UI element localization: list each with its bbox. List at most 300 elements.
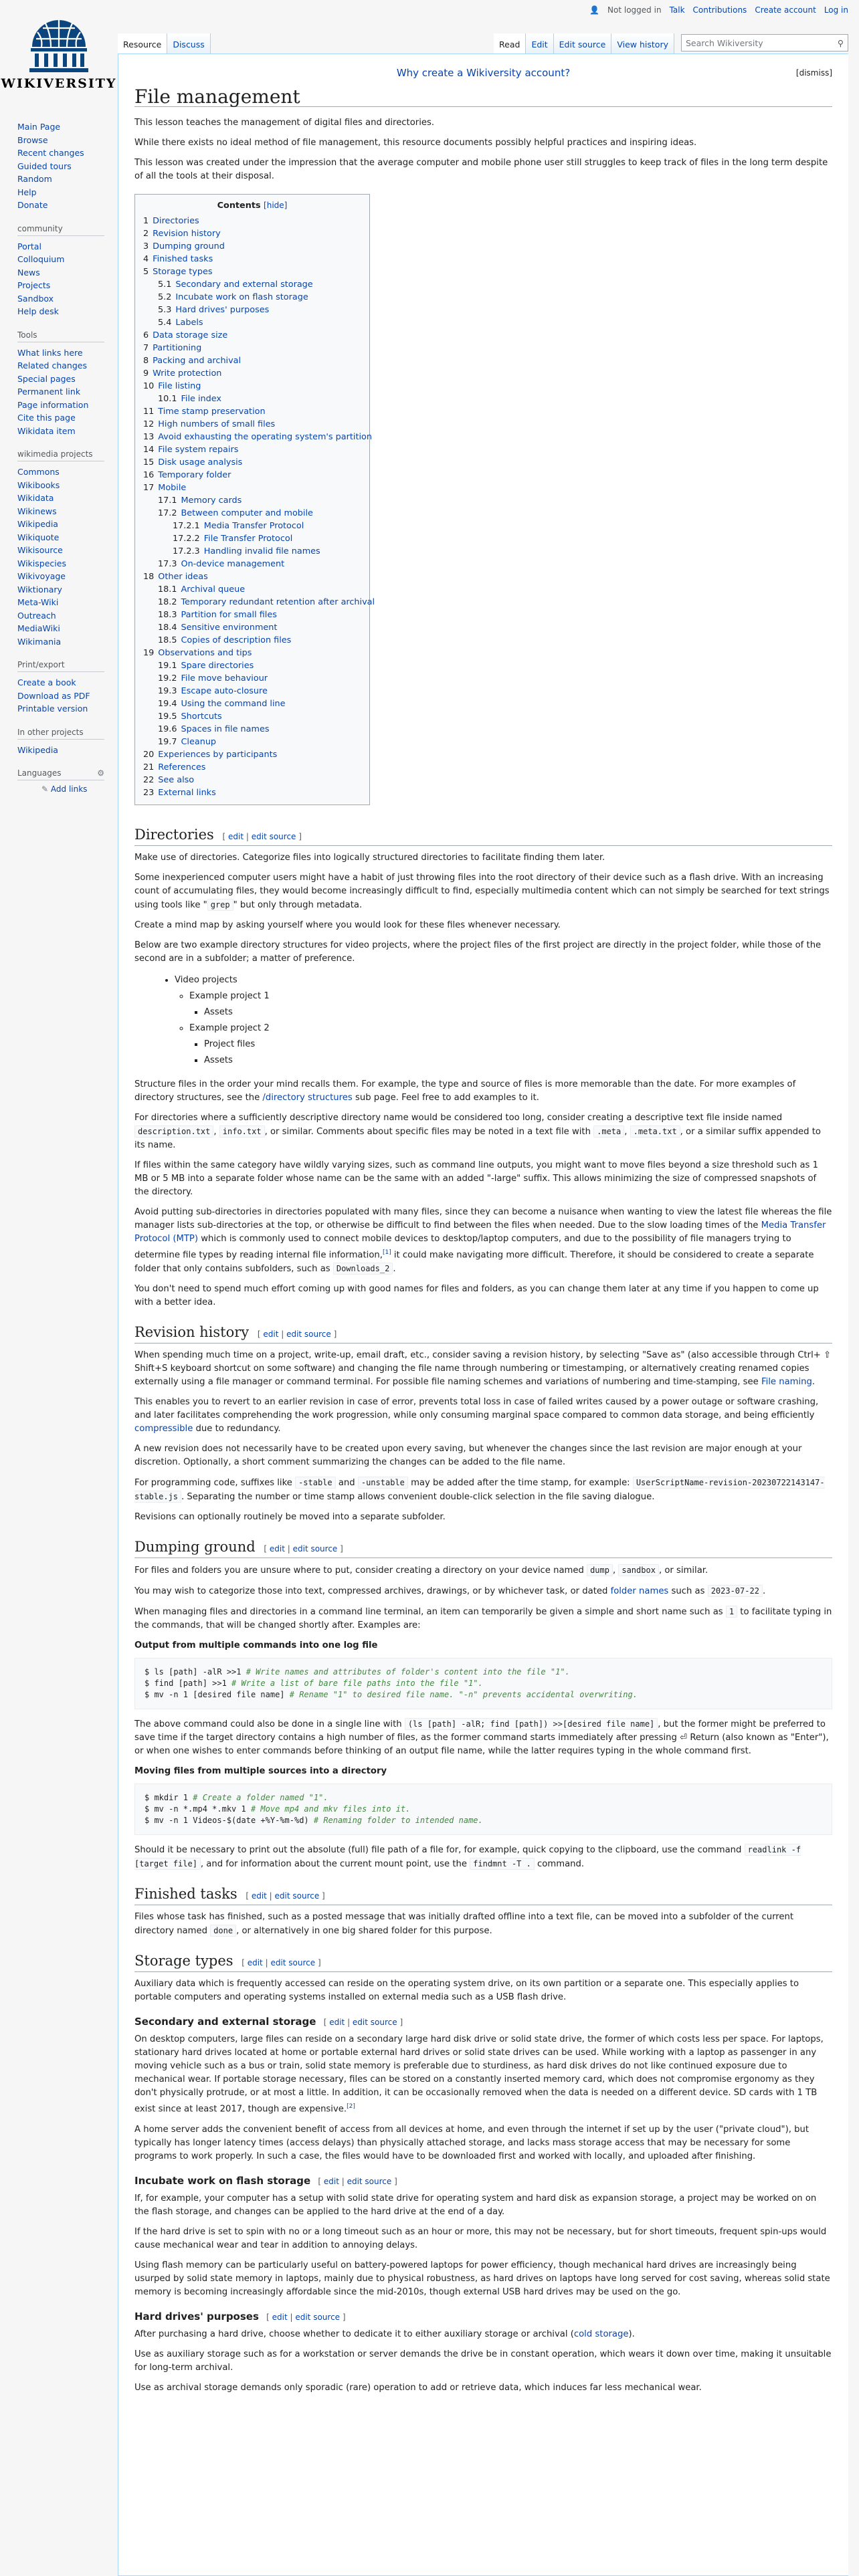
sidebar-link-wikisource[interactable]: Wikisource: [17, 545, 63, 555]
paragraph: Use as auxiliary storage such as for a workstation or server demands the drive be in constant operation, which wears it down over time, making it unsuitable for long-term archival.: [134, 2349, 832, 2373]
toc-entry[interactable]: [143, 647, 361, 659]
toc-link[interactable]: File index: [181, 394, 221, 404]
toc-number: 19: [143, 648, 155, 658]
tab-edit-source[interactable]: [554, 33, 612, 53]
toc-link[interactable]: Archival queue: [181, 584, 246, 595]
sidebar-link-cite-this-page[interactable]: Cite this page: [17, 413, 76, 423]
toc-number: 4: [143, 254, 149, 264]
sidebar-tools: [17, 330, 118, 438]
toc-entry[interactable]: [143, 431, 372, 443]
toc-entry[interactable]: [143, 532, 361, 545]
sidebar-link-projects[interactable]: Projects: [17, 280, 51, 290]
toc-entry[interactable]: [143, 227, 361, 240]
toc-number: 18.4: [158, 623, 177, 633]
toc-heading: Contents: [217, 201, 261, 211]
paragraph: A home server adds the convenient benefit of access from all devices at home, and even through the internet if set up by the user ("private cloud"), but typically has longer latency times (access delays) than physically attached storage, and lacks mass storage access that may be necessary for some programs to work properly. In such a case, the files would have to be downloaded first and worked with locally, and uploaded after finishing.: [134, 2124, 809, 2161]
toc-number: 5.1: [158, 280, 172, 290]
sidebar-item: [17, 146, 118, 160]
toc-entry[interactable]: [143, 215, 361, 227]
sidebar-item: [17, 359, 118, 372]
sidebar-link-wikivoyage[interactable]: Wikivoyage: [17, 571, 66, 581]
tree-item: ◦ Example project 2 ▪ Project files ▪ Assets: [189, 1021, 832, 1069]
toc-entry[interactable]: [143, 354, 361, 367]
toc-list: [143, 215, 375, 799]
intro-paragraph: This lesson teaches the management of digital files and directories.: [134, 118, 435, 128]
sidebar-item: [17, 120, 118, 134]
toc-entry[interactable]: [143, 393, 361, 405]
toc-entry[interactable]: [143, 596, 375, 609]
toc-number: 13: [143, 432, 155, 442]
mtp-link[interactable]: Media Transfer Protocol (MTP): [134, 1220, 826, 1244]
toc-link[interactable]: Observations and tips: [158, 648, 252, 658]
toc-link[interactable]: Data storage size: [153, 330, 228, 340]
toc-link[interactable]: Experiences by participants: [158, 750, 278, 760]
edit-section: [ edit | edit source ]: [222, 832, 302, 841]
sidebar-link-outreach[interactable]: Outreach: [17, 610, 56, 621]
folder-names-link[interactable]: folder names: [610, 1586, 669, 1597]
toc-entry[interactable]: [143, 710, 361, 723]
toc-link[interactable]: File system repairs: [158, 445, 239, 455]
sidebar-link-wikipedia[interactable]: Wikipedia: [17, 519, 58, 529]
sidebar-print: [17, 660, 118, 716]
log-in-link[interactable]: Log in: [824, 5, 848, 15]
toc-entry[interactable]: [143, 405, 361, 418]
toc-entry[interactable]: [143, 443, 361, 456]
toc-entry[interactable]: [143, 761, 361, 774]
toc-number: 21: [143, 762, 155, 772]
toc-entry[interactable]: [143, 418, 361, 431]
toc-number: 2: [143, 229, 149, 239]
tab-edit[interactable]: [526, 33, 553, 53]
toc-entry[interactable]: [143, 265, 361, 278]
toc-number: 10.1: [158, 394, 177, 404]
sidebar-link-wikidata-item[interactable]: Wikidata item: [17, 425, 76, 436]
code-line: $ mkdir 1 # Create a folder named "1".: [145, 1793, 328, 1803]
toc-link[interactable]: Sensitive environment: [181, 623, 278, 633]
toc-link[interactable]: Avoid exhausting the operating system's partition: [158, 432, 372, 442]
toc-entry[interactable]: [143, 316, 361, 329]
sidebar-link-mediawiki[interactable]: MediaWiki: [17, 623, 60, 633]
sidebar-item: [17, 253, 118, 266]
toc-number: 5.2: [158, 292, 172, 302]
sidebar-item: [17, 583, 118, 597]
toc-link[interactable]: Cleanup: [181, 737, 217, 747]
main-content: [118, 53, 848, 2576]
sidebar-heading: In other projects: [17, 728, 104, 740]
edit-section: [ edit | edit source ]: [318, 2176, 397, 2186]
toc-link[interactable]: File listing: [158, 381, 201, 391]
add-links-link[interactable]: Add links: [50, 784, 88, 794]
toc-number: 5: [143, 267, 149, 277]
edit-source-link[interactable]: edit source: [295, 2312, 341, 2322]
edit-link[interactable]: edit: [251, 1891, 267, 1901]
sidebar-item: [17, 411, 118, 425]
sidebar-item: [17, 702, 118, 716]
toc-link[interactable]: Handling invalid file names: [203, 546, 320, 556]
toc-link[interactable]: Temporary redundant retention after archival: [181, 597, 375, 607]
toc-link[interactable]: Other ideas: [158, 572, 208, 582]
edit-source-link[interactable]: edit source: [352, 2018, 397, 2028]
sidebar-item: [17, 465, 118, 479]
sidebar-link-printable-version[interactable]: Printable version: [17, 704, 88, 714]
sidebar-link-random[interactable]: Random: [17, 174, 52, 184]
site-logo[interactable]: [1, 12, 117, 99]
tree-item: ▪ Assets: [204, 1053, 832, 1069]
toc-link[interactable]: External links: [158, 788, 216, 798]
search-placeholder: Search Wikiversity: [686, 37, 763, 48]
toc-entry[interactable]: [143, 685, 361, 697]
edit-link[interactable]: edit: [263, 1329, 279, 1339]
toc-hide-button[interactable]: [hide]: [264, 201, 288, 210]
toc-number: 18.1: [158, 584, 177, 595]
paragraph: When managing files and directories in a command line terminal, an item can temporarily be given a simple and short name such as 1 to facilitate typing in the commands, that will be changed shortly after. Examples are:: [134, 1607, 832, 1631]
edit-source-link[interactable]: edit source: [270, 1958, 316, 1968]
compressible-link[interactable]: compressible: [134, 1424, 193, 1434]
paragraph: You don't need to spend much effort coming up with good names for files and folders, as you can change them later at any time if you happen to come up with a better idea.: [134, 1284, 819, 1308]
toc-entry[interactable]: [143, 380, 361, 393]
sidebar-link-what-links-here[interactable]: What links here: [17, 347, 83, 358]
paragraph: Should it be necessary to print out the absolute (full) file path of a file for, for example, quick copying to the clipboard, use the command readlink -f [target file] , and for information about the current mount point, use the findmnt -T . command.: [134, 1845, 801, 1870]
sidebar-link-download-as-pdf[interactable]: Download as PDF: [17, 690, 90, 701]
sidebar-link-donate[interactable]: Donate: [17, 200, 48, 210]
edit-pencil-icon: ✎: [41, 784, 49, 794]
sidebar-navigation: [17, 120, 118, 212]
toc-link[interactable]: Partitioning: [153, 343, 202, 353]
toc-entry[interactable]: [143, 609, 361, 621]
not-logged-in-label: Not logged in: [607, 5, 662, 15]
toc-link[interactable]: See also: [158, 775, 195, 785]
sidebar-item: [17, 240, 118, 253]
talk-link[interactable]: Talk: [669, 5, 685, 15]
sidebar-item: [17, 689, 118, 703]
sidebar-item: [17, 399, 118, 412]
sidebar-item: [17, 305, 118, 318]
sidebar-item: [17, 346, 118, 360]
edit-source-link[interactable]: edit source: [286, 1329, 331, 1339]
toc-link[interactable]: Disk usage analysis: [158, 457, 243, 467]
toc-number: 17: [143, 483, 155, 493]
sidebar-link-colloquium[interactable]: Colloquium: [17, 254, 65, 264]
sidebar-item: [17, 492, 118, 505]
toc-link[interactable]: File Transfer Protocol: [203, 534, 293, 544]
tab-label: Edit: [531, 39, 548, 49]
edit-section: [ edit | edit source ]: [257, 1329, 337, 1339]
section-heading-revision-history: [134, 1325, 832, 1344]
tab-view-history[interactable]: [611, 33, 674, 53]
intro-paragraph: While there exists no ideal method of file management, this resource documents possibly helpful practices and inspiring ideas.: [134, 138, 697, 148]
toc-number: 11: [143, 407, 155, 417]
sidebar-item: [17, 544, 118, 557]
toc-entry[interactable]: [143, 736, 361, 748]
toc-link[interactable]: Incubate work on flash storage: [175, 292, 308, 302]
sidebar-item: [17, 622, 118, 635]
toc-entry[interactable]: [143, 697, 361, 710]
paragraph: After purchasing a hard drive, choose whether to dedicate it to either auxiliary storage or archival (cold storage).: [134, 2329, 635, 2339]
tree-item: ◦ Example project 1 ▪ Assets: [189, 988, 832, 1021]
paragraph: The above command could also be done in a single line with (ls [path] -alR; find [path]) >>[desired file name] , but the former might be preferred to save time if the target directory contains a high number of files, as the former command starts immediately after pressing ⏎ Return (also known as "Enter"), or when one wishes to enter commands before thinking of an output file name, while the latter requires typing in the whole command first.: [134, 1719, 829, 1757]
tree-item: • Video projects ◦ Example project 1 ▪ Assets ◦ Example project 2 ▪ Project files ▪ Assets: [175, 972, 832, 1069]
sidebar-item: [17, 199, 118, 212]
create-account-link[interactable]: Create account: [755, 5, 816, 15]
tab-resource[interactable]: [118, 33, 167, 53]
toc-entry[interactable]: [143, 253, 361, 265]
toc-number: 5.4: [158, 318, 172, 328]
reference-link[interactable]: [2]: [347, 2103, 355, 2111]
tab-label: Resource: [123, 39, 162, 49]
edit-link[interactable]: edit: [323, 2176, 339, 2186]
tab-read[interactable]: [494, 33, 526, 53]
paragraph: This enables you to revert to an earlier revision in case of error, prevents total loss in case of failed writes caused by a power outage or software crashing, and later facilitates comprehending the work progression, while only consuming marginal space compared to common data storage, and being efficiently compressible due to redundancy.: [134, 1397, 819, 1434]
edit-section: [ edit | edit source ]: [323, 2018, 403, 2028]
toc-entry[interactable]: [143, 621, 361, 634]
sidebar-link-create-a-book[interactable]: Create a book: [17, 677, 76, 687]
toc-link[interactable]: Memory cards: [181, 496, 242, 506]
sidebar-link-page-information[interactable]: Page information: [17, 399, 89, 410]
tab-label: Discuss: [173, 39, 205, 49]
sidebar-link-wikinews[interactable]: Wikinews: [17, 506, 57, 516]
heading-text: Storage types: [134, 1953, 233, 1969]
toc-entry[interactable]: [143, 786, 361, 799]
directory-structures-link[interactable]: /directory structures: [262, 1093, 353, 1103]
toc-link[interactable]: Packing and archival: [153, 356, 242, 366]
toc-number: 10: [143, 381, 155, 391]
sidebar-item: [17, 186, 118, 199]
sidebar-link-portal[interactable]: Portal: [17, 241, 41, 251]
sidebar-link-guided-tours[interactable]: Guided tours: [17, 160, 72, 171]
toc-title: [143, 199, 361, 212]
gear-icon[interactable]: ⚙: [97, 768, 104, 778]
toc-link[interactable]: Copies of description files: [181, 635, 292, 645]
section-heading-finished-tasks: [134, 1887, 832, 1905]
sidebar-link-sandbox[interactable]: Sandbox: [17, 293, 54, 304]
paragraph: For files and folders you are unsure where to put, consider creating a directory on your device named dump , sandbox , or similar.: [134, 1566, 708, 1576]
sidebar-link-related-changes[interactable]: Related changes: [17, 360, 87, 370]
sidebar-link-main-page[interactable]: Main Page: [17, 122, 61, 132]
edit-link[interactable]: edit: [272, 2312, 288, 2322]
toc-number: 19.4: [158, 699, 177, 709]
contributions-link[interactable]: Contributions: [692, 5, 747, 15]
section-heading-dumping-ground: [134, 1540, 832, 1558]
toc-entry[interactable]: [143, 481, 361, 494]
toc-entry[interactable]: [143, 278, 361, 291]
toc-entry[interactable]: [143, 304, 361, 316]
toc-link[interactable]: Using the command line: [181, 699, 286, 709]
toc-entry[interactable]: [143, 291, 361, 304]
sidebar-item: [17, 518, 118, 531]
edit-section: [ edit | edit source ]: [242, 1958, 321, 1968]
toc-link[interactable]: On-device management: [181, 559, 285, 569]
toc-entry[interactable]: [143, 672, 361, 685]
subsection-heading-hard-drives: Hard drives' purposes [ edit | edit source ]: [134, 2310, 346, 2323]
paragraph: Avoid putting sub-directories in directories populated with many files, since they can become a nuisance when wanting to view the latest file whereas the file manager lists sub-directories at the top, or otherwise be difficult to find between the files when needed. Due to the slow loading times of the Media Transfer Protocol (MTP) which is commonly used to connect mobile devices to desktop/laptop computers, and due to the possibility of file managers trying to determine file types by reading internal file information,[1] it could make navigating more difficult. Therefore, it should be considered to create a separate folder that only contains subfolders, such as Downloads_2 .: [134, 1207, 832, 1275]
sidebar-item: [17, 570, 118, 583]
toc-link[interactable]: Directories: [153, 216, 199, 226]
toc-entry[interactable]: [143, 494, 361, 507]
toc-entry[interactable]: [143, 520, 361, 532]
sidebar-item: [17, 531, 118, 544]
toc-number: 17.3: [158, 559, 177, 569]
sidebar-item: [17, 479, 118, 492]
toc-number: 1: [143, 216, 149, 226]
languages-heading: [17, 768, 104, 780]
sidebar-item: [17, 596, 118, 609]
toc-link[interactable]: Spare directories: [181, 661, 254, 671]
sidebar-link-help[interactable]: Help: [17, 187, 37, 197]
edit-link[interactable]: edit: [329, 2018, 345, 2028]
toc-link[interactable]: Media Transfer Protocol: [203, 521, 304, 531]
sidebar-link-wikipedia[interactable]: Wikipedia: [17, 744, 58, 755]
subsection-heading-secondary-storage: Secondary and external storage [ edit | edit source ]: [134, 2016, 403, 2028]
toc-entry[interactable]: [143, 558, 361, 570]
toc-link[interactable]: Revision history: [153, 229, 221, 239]
sidebar-link-wikibooks[interactable]: Wikibooks: [17, 479, 60, 490]
edit-section: [ edit | edit source ]: [246, 1891, 325, 1901]
edit-source-link[interactable]: edit source: [292, 1544, 338, 1554]
sidebar-link-wiktionary[interactable]: Wiktionary: [17, 584, 62, 595]
sidebar-link-wikiquote[interactable]: Wikiquote: [17, 532, 60, 542]
toc-entry[interactable]: [143, 469, 361, 481]
toc-entry[interactable]: [143, 774, 361, 786]
sidebar: [0, 120, 118, 806]
sidebar-link-help-desk[interactable]: Help desk: [17, 306, 59, 316]
paragraph: Some inexperienced computer users might have a habit of just throwing files into the root directory of their device such as a flash drive. With an increasing count of accumulating files, they would become increasingly difficult to find, especially multimedia content which can not simply be searched for text strings using tools like " grep " but only through metadata.: [134, 873, 830, 910]
code-grep: grep: [207, 899, 233, 911]
search-input[interactable]: [681, 34, 848, 51]
paragraph: Structure files in the order your mind recalls them. For example, the type and source of files is more memorable than the date. For more examples of directory structures, see the /directory structures sub page. Feel free to add examples to it.: [134, 1079, 796, 1103]
dismiss-button[interactable]: [dismiss]: [795, 68, 832, 78]
toc-link[interactable]: High numbers of small files: [158, 419, 276, 429]
sidebar-link-news[interactable]: News: [17, 267, 40, 278]
sidebar-link-wikimania[interactable]: Wikimania: [17, 636, 62, 647]
toc-entry[interactable]: [143, 240, 361, 253]
toc-link[interactable]: Storage types: [153, 267, 213, 277]
toc-link[interactable]: Escape auto-closure: [181, 686, 268, 696]
toc-number: 22: [143, 775, 155, 785]
paragraph: If the hard drive is set to spin with no or a long timeout such as an hour or more, this may not be necessary, but for short timeouts, frequent spin-ups would cause mechanical wear and tear in addition to annoying delays.: [134, 2226, 827, 2250]
toc-link[interactable]: Temporary folder: [158, 470, 231, 480]
toc-number: 14: [143, 445, 155, 455]
edit-source-link[interactable]: edit source: [274, 1891, 320, 1901]
sidebar-heading: wikimedia projects: [17, 449, 104, 461]
toc-link[interactable]: Partition for small files: [181, 610, 277, 620]
toc-number: 12: [143, 419, 155, 429]
sidebar-link-wikispecies[interactable]: Wikispecies: [17, 558, 66, 568]
sidebar-link-commons[interactable]: Commons: [17, 467, 60, 477]
heading-text: Finished tasks: [134, 1886, 237, 1903]
toc-entry[interactable]: [143, 583, 361, 596]
toc-link[interactable]: Labels: [175, 318, 203, 328]
toc-link[interactable]: Secondary and external storage: [175, 280, 313, 290]
sidebar-item: [17, 425, 118, 438]
toc-entry[interactable]: [143, 570, 361, 583]
toc-entry[interactable]: [143, 367, 361, 380]
toc-entry[interactable]: [143, 545, 361, 558]
paragraph: You may wish to categorize those into text, compressed archives, drawings, or by whichever task, or dated folder names such as 2023-07-22 .: [134, 1586, 766, 1597]
toc-number: 18.2: [158, 597, 177, 607]
toc-link[interactable]: Mobile: [158, 483, 187, 493]
table-of-contents: [134, 194, 375, 805]
paragraph: Files whose task has finished, such as a posted message that was initially drafted offline into a text file, can be moved into a subfolder of the current directory named done , or alternatively in one big shared folder for this purpose.: [134, 1912, 794, 1937]
tab-label: View history: [617, 39, 668, 49]
sidebar-heading: Tools: [17, 330, 104, 342]
sidebar-item: [17, 266, 118, 280]
edit-section: [ edit | edit source ]: [264, 1544, 343, 1554]
toc-link[interactable]: Between computer and mobile: [181, 508, 313, 518]
tree-item: ▪ Project files: [204, 1037, 832, 1053]
file-naming-link[interactable]: File naming: [761, 1377, 812, 1388]
toc-entry[interactable]: [143, 634, 361, 647]
toc-entry[interactable]: [143, 748, 361, 761]
toc-link[interactable]: Shortcuts: [181, 712, 222, 722]
edit-link[interactable]: edit: [269, 1544, 285, 1554]
reference-link[interactable]: [1]: [382, 1249, 391, 1256]
user-icon: 👤: [589, 5, 600, 15]
toc-number: 17.2.1: [173, 521, 200, 531]
edit-link[interactable]: edit: [228, 832, 244, 841]
paragraph: Use as archival storage demands only sporadic (rare) operation to add or retrieve data, which induces far less mechanical wear.: [134, 2382, 702, 2393]
toc-link[interactable]: Spaces in file names: [181, 724, 270, 734]
toc-number: 18.5: [158, 635, 177, 645]
toc-link[interactable]: Dumping ground: [153, 241, 225, 251]
toc-entry[interactable]: [143, 507, 361, 520]
code-line: $ mv -n *.mp4 *.mkv 1 # Move mp4 and mkv files into it.: [145, 1804, 411, 1814]
code-line: $ mv -n 1 Videos-$(date +%Y-%m-%d) # Renaming folder to intended name.: [145, 1816, 483, 1826]
toc-link[interactable]: Time stamp preservation: [158, 407, 266, 417]
code-line: $ find [path] >>1 # Write a list of bare file paths into the file "1".: [145, 1679, 483, 1689]
sidebar-link-wikidata[interactable]: Wikidata: [17, 493, 54, 503]
toc-number: 17.2.2: [173, 534, 200, 544]
edit-source-link[interactable]: edit source: [251, 832, 296, 841]
sidebar-item: [17, 744, 118, 757]
toc-entry[interactable]: [143, 723, 361, 736]
toc-link[interactable]: References: [158, 762, 206, 772]
toc-link[interactable]: Write protection: [153, 368, 222, 379]
edit-source-link[interactable]: edit source: [347, 2176, 392, 2186]
paragraph: For programming code, suffixes like -stable and -unstable may be added after the time stamp, for example: UserScriptName-revision-20230722143147-stable.js . Separating the number or time stamp allows convenient double-click selection in the file saving dialogue.: [134, 1478, 825, 1503]
toc-entry[interactable]: [143, 329, 361, 342]
tab-discuss[interactable]: [167, 33, 210, 53]
toc-number: 15: [143, 457, 155, 467]
toc-entry[interactable]: [143, 456, 361, 469]
cold-storage-link[interactable]: cold storage: [573, 2329, 629, 2339]
toc-link[interactable]: Finished tasks: [153, 254, 213, 264]
sidebar-community: [17, 224, 118, 318]
sidebar-item: [17, 635, 118, 649]
sidebar-item: [17, 173, 118, 186]
toc-link[interactable]: File move behaviour: [181, 673, 268, 683]
toc-number: 19.1: [158, 661, 177, 671]
sidebar-link-recent-changes[interactable]: Recent changes: [17, 148, 84, 158]
search-icon[interactable]: ⚲: [837, 37, 844, 48]
intro-paragraph: This lesson was created under the impression that the average computer and mobile phone user still struggles to keep track of files in the long term despite of all the tools at their disposal.: [134, 158, 828, 181]
toc-link[interactable]: Hard drives' purposes: [175, 305, 270, 315]
sidebar-link-meta-wiki[interactable]: Meta-Wiki: [17, 597, 59, 607]
paragraph: On desktop computers, large files can reside on a secondary large hard disk drive or solid state drive, the former of which costs less per space. For laptops, stationary hard drives located at home or portable external hard drives or solid state drives can be used. While working with a laptop as passenger in any moving vehicle such as a bus or train, solid state memory is preferable due to sturdiness, as hard disk drives do not like continued exposure due to mechanical wear. If portable storage necessary, files can be stored on a constantly inserted memory card, which does not compromise ergonomy as they don't physically protrude, or at most a little. In addition, it can be occasionally removed when the data is needed on a different device. SD cards with 1 TB exist since at least 2017, though are expensive.[2]: [134, 2034, 824, 2115]
paragraph: Create a mind map by asking yourself where you would look for these files whenever necessary.: [134, 920, 561, 930]
toc-number: 20: [143, 750, 155, 760]
sidebar-link-browse[interactable]: Browse: [17, 134, 48, 145]
toc-entry[interactable]: [143, 659, 361, 672]
subsection-heading-incubate: Incubate work on flash storage [ edit | edit source ]: [134, 2174, 397, 2187]
tree-item: ▪ Assets: [204, 1004, 832, 1021]
sidebar-link-permanent-link[interactable]: Permanent link: [17, 387, 81, 397]
sidebar-link-special-pages[interactable]: Special pages: [17, 373, 76, 384]
toc-entry[interactable]: [143, 342, 361, 354]
toc-number: 19.2: [158, 673, 177, 683]
edit-link[interactable]: edit: [247, 1958, 263, 1968]
site-notice-link[interactable]: Why create a Wikiversity account?: [396, 67, 571, 79]
tab-label: Edit source: [559, 39, 606, 49]
